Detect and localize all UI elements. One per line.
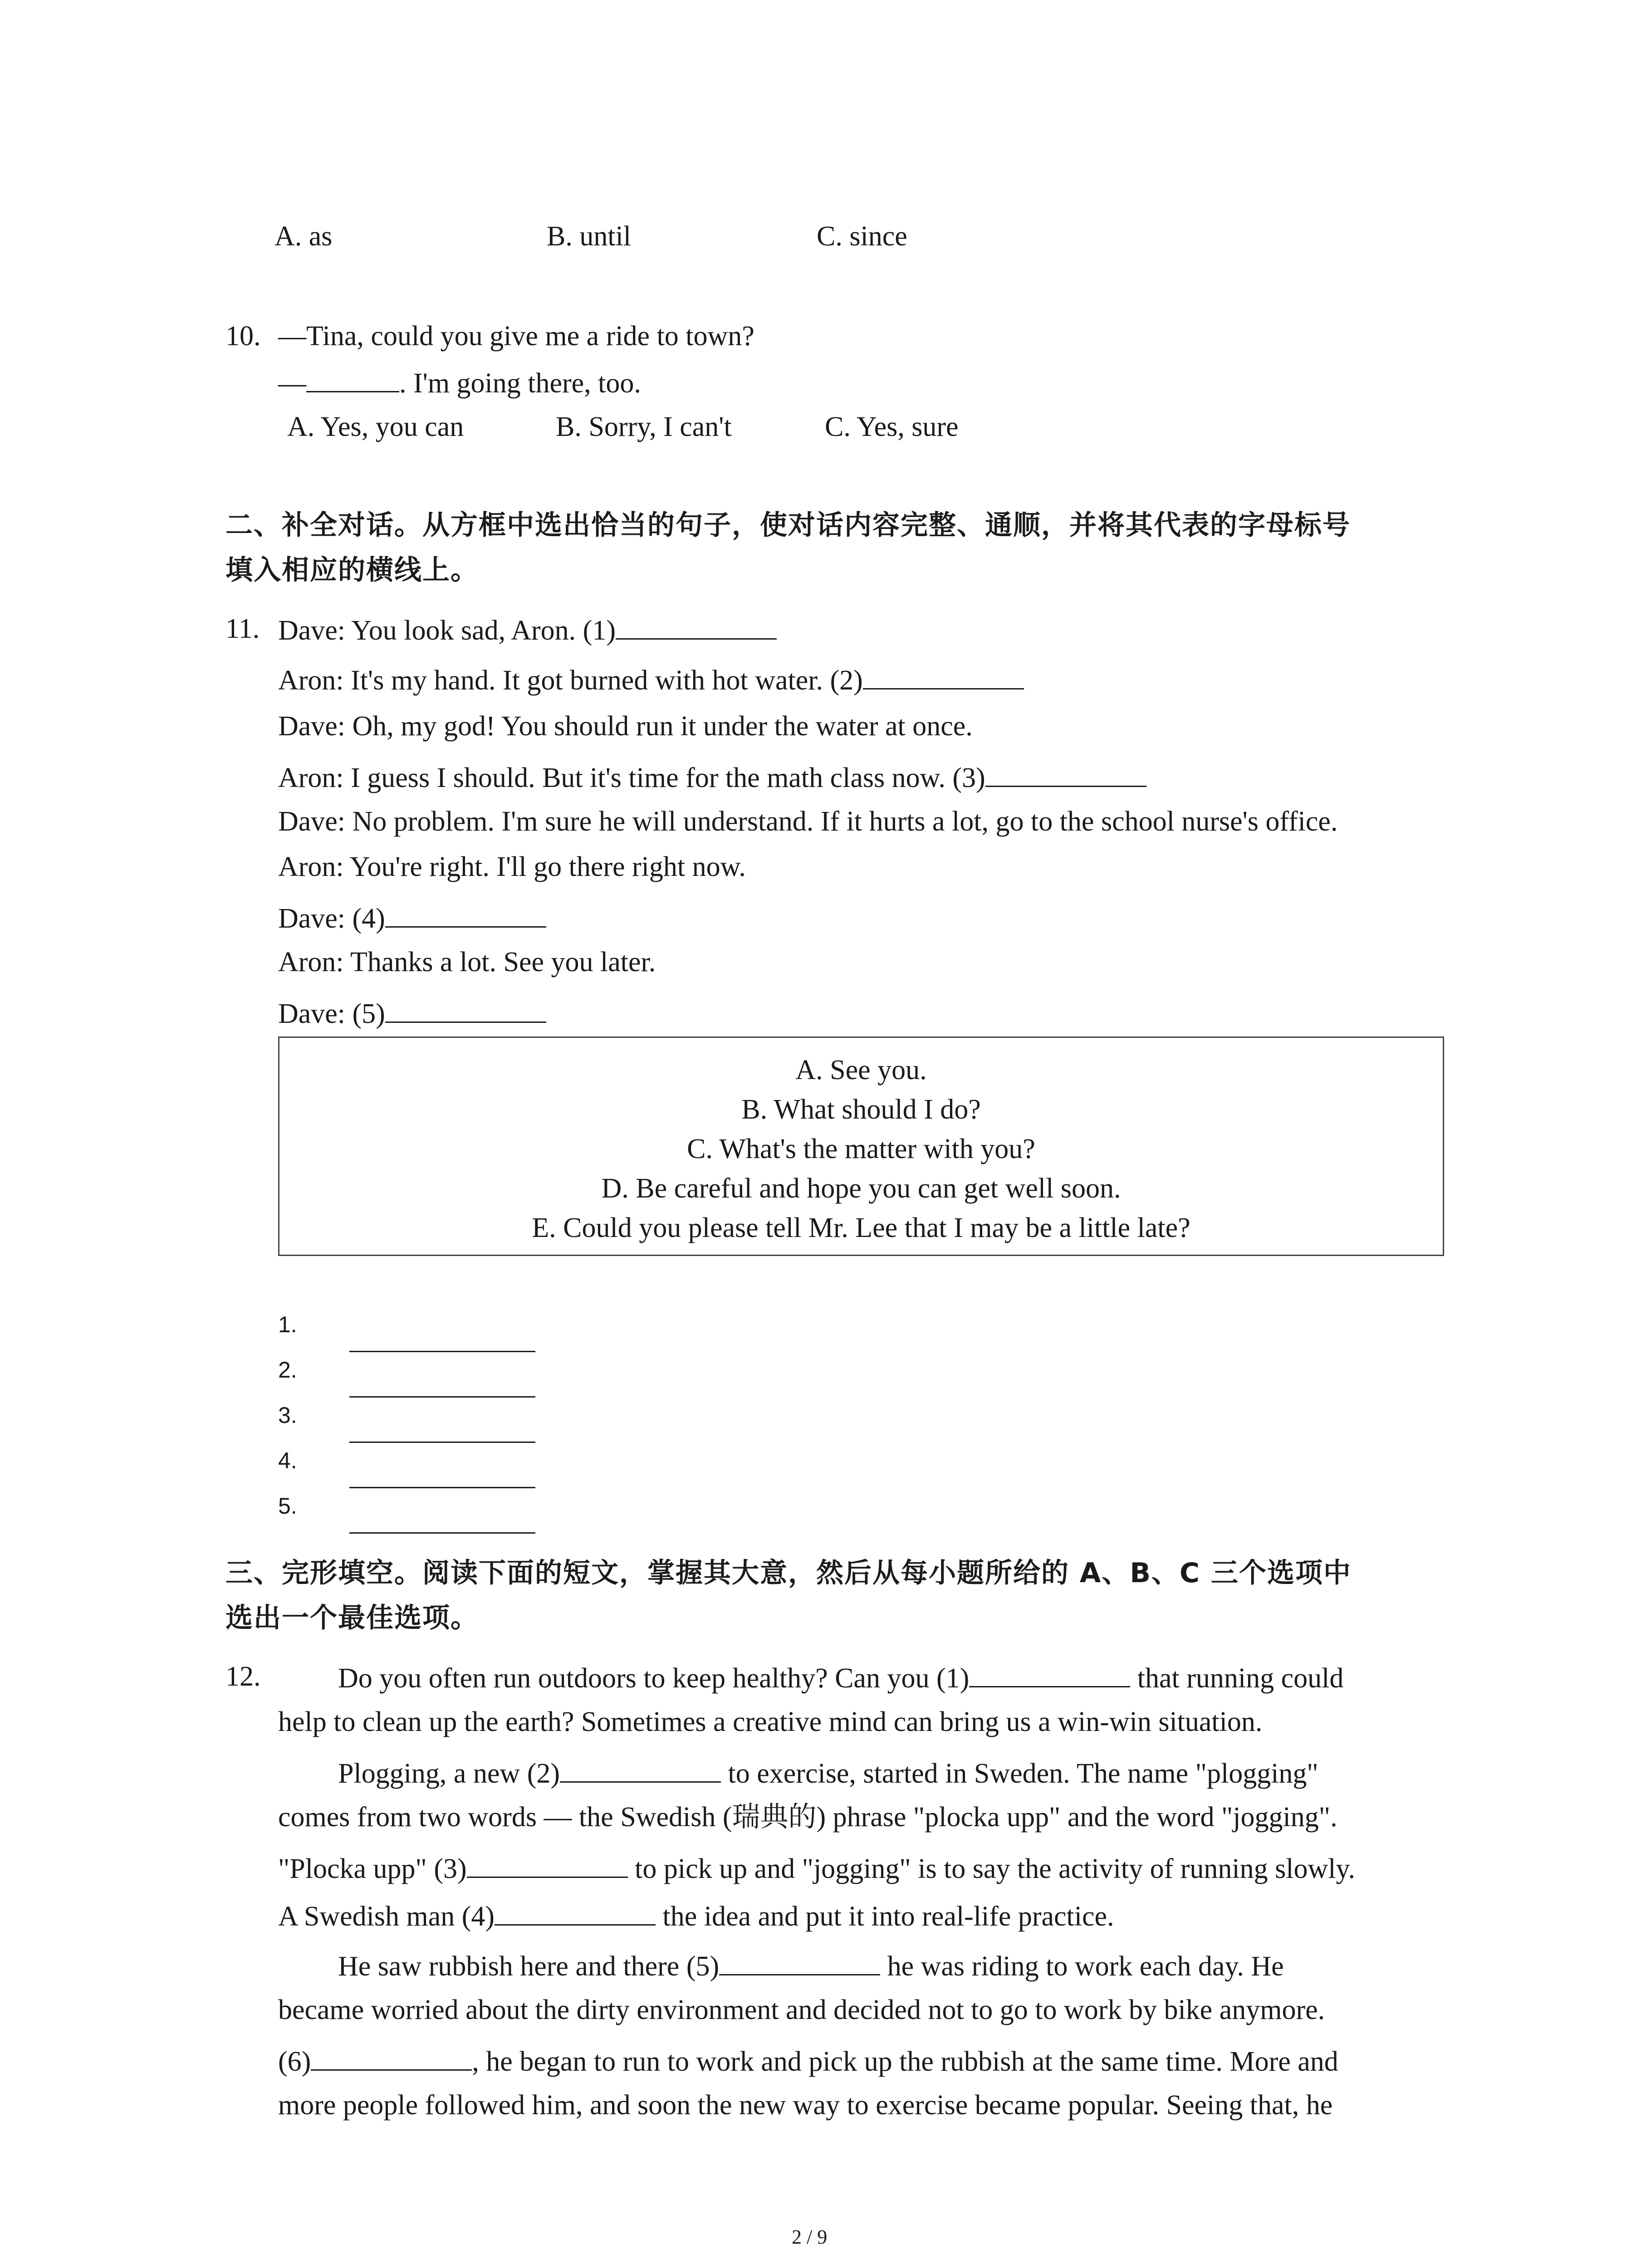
q12-blank-4 <box>495 1901 656 1926</box>
q12-p3-line3: (6) , he began to run to work and pick up the rubbish at the same time. More and <box>278 2046 1338 2077</box>
q11-blank-1 <box>616 615 777 640</box>
q12-p3-line2: became worried about the dirty environment and decided not to go to work by bike anymore. <box>278 1994 1325 2025</box>
answer-label-4: 4. <box>278 1448 297 1473</box>
q12-p2-line4: A Swedish man (4) the idea and put it into real-life practice. <box>278 1901 1114 1932</box>
answer-label-3: 3. <box>278 1403 297 1428</box>
q11-blank-5 <box>385 998 546 1023</box>
q12-blank-2 <box>560 1758 721 1783</box>
q11-blank-4 <box>385 903 546 928</box>
answer-line-5[interactable] <box>349 1532 535 1534</box>
q11-line-8: Aron: Thanks a lot. See you later. <box>278 947 656 978</box>
q12-blank-3 <box>467 1853 628 1878</box>
q11-line-5: Dave: No problem. I'm sure he will understand. If it hurts a lot, go to the school nurse's office. <box>278 806 1338 837</box>
q12-p2-line2: comes from two words — the Swedish (瑞典的) phrase "plocka upp" and the word "jogging". <box>278 1802 1337 1833</box>
q10-option-c: C. Yes, sure <box>825 411 959 442</box>
q12-p2-line1: Plogging, a new (2) to exercise, started in Sweden. The name "plogging" <box>338 1758 1318 1789</box>
answer-label-5: 5. <box>278 1493 297 1519</box>
q12-p1-line2: help to clean up the earth? Sometimes a creative mind can bring us a win-win situation. <box>278 1706 1263 1737</box>
answer-label-2: 2. <box>278 1357 297 1383</box>
q12-p3-line4: more people followed him, and soon the new way to exercise became popular. Seeing that, he <box>278 2090 1333 2121</box>
q12-blank-6 <box>311 2046 472 2071</box>
answer-line-1[interactable] <box>349 1351 535 1352</box>
q10-line2: — . I'm going there, too. <box>278 368 641 399</box>
box-option-e: E. Could you please tell Mr. Lee that I may be a little late? <box>532 1212 1190 1243</box>
section3-heading-line1: 三、完形填空。阅读下面的短文，掌握其大意，然后从每小题所给的 A、B、C 三个选项中 <box>225 1557 1352 1589</box>
q11-line-4: Aron: I guess I should. But it's time for the math class now. (3) <box>278 762 1146 792</box>
page-number: 2 / 9 <box>792 2226 828 2248</box>
q11-line-7: Dave: (4) <box>278 903 546 933</box>
answer-line-2[interactable] <box>349 1396 535 1398</box>
options-box <box>278 1036 1444 1256</box>
q12-p3-line1: He saw rubbish here and there (5) he was riding to work each day. He <box>338 1951 1284 1982</box>
q11-blank-3 <box>985 762 1146 787</box>
box-option-c: C. What's the matter with you? <box>687 1134 1035 1164</box>
section2-heading-line1: 二、补全对话。从方框中选出恰当的句子，使对话内容完整、通顺，并将其代表的字母标号 <box>225 509 1351 541</box>
q12-p2-line3: "Plocka upp" (3) to pick up and "jogging" is to say the activity of running slowly. <box>278 1853 1355 1884</box>
section3-heading-line2: 选出一个最佳选项。 <box>225 1602 479 1634</box>
q12-p1-line1: Do you often run outdoors to keep healthy? Can you (1) that running could <box>338 1663 1344 1694</box>
q12-blank-1 <box>969 1662 1130 1687</box>
q11-line-9: Dave: (5) <box>278 998 546 1028</box>
q11-number: 11. <box>225 613 260 644</box>
box-option-a: A. See you. <box>795 1055 927 1085</box>
answer-line-4[interactable] <box>349 1487 535 1488</box>
q9-option-b: B. until <box>547 221 632 252</box>
q12-number: 12. <box>225 1661 261 1692</box>
q10-number: 10. <box>225 321 261 352</box>
q10-option-b: B. Sorry, I can't <box>556 411 732 442</box>
q10-blank <box>306 367 399 392</box>
q11-line-2: Aron: It's my hand. It got burned with hot water. (2) <box>278 665 1024 694</box>
section2-heading-line2: 填入相应的横线上。 <box>225 554 479 586</box>
q9-option-a: A. as <box>274 221 333 252</box>
box-option-b: B. What should I do? <box>741 1094 981 1125</box>
q12-blank-5 <box>719 1950 880 1975</box>
q9-option-c: C. since <box>817 221 907 252</box>
q11-blank-2 <box>863 665 1024 689</box>
q10-option-a: A. Yes, you can <box>287 411 464 442</box>
answer-line-3[interactable] <box>349 1442 535 1443</box>
answer-label-1: 1. <box>278 1312 297 1337</box>
q11-line-6: Aron: You're right. I'll go there right now. <box>278 851 746 882</box>
q11-line-1: Dave: You look sad, Aron. (1) <box>278 615 777 645</box>
q10-line1: —Tina, could you give me a ride to town? <box>278 321 754 352</box>
box-option-d: D. Be careful and hope you can get well soon. <box>601 1173 1121 1204</box>
q11-line-3: Dave: Oh, my god! You should run it under the water at once. <box>278 711 973 742</box>
